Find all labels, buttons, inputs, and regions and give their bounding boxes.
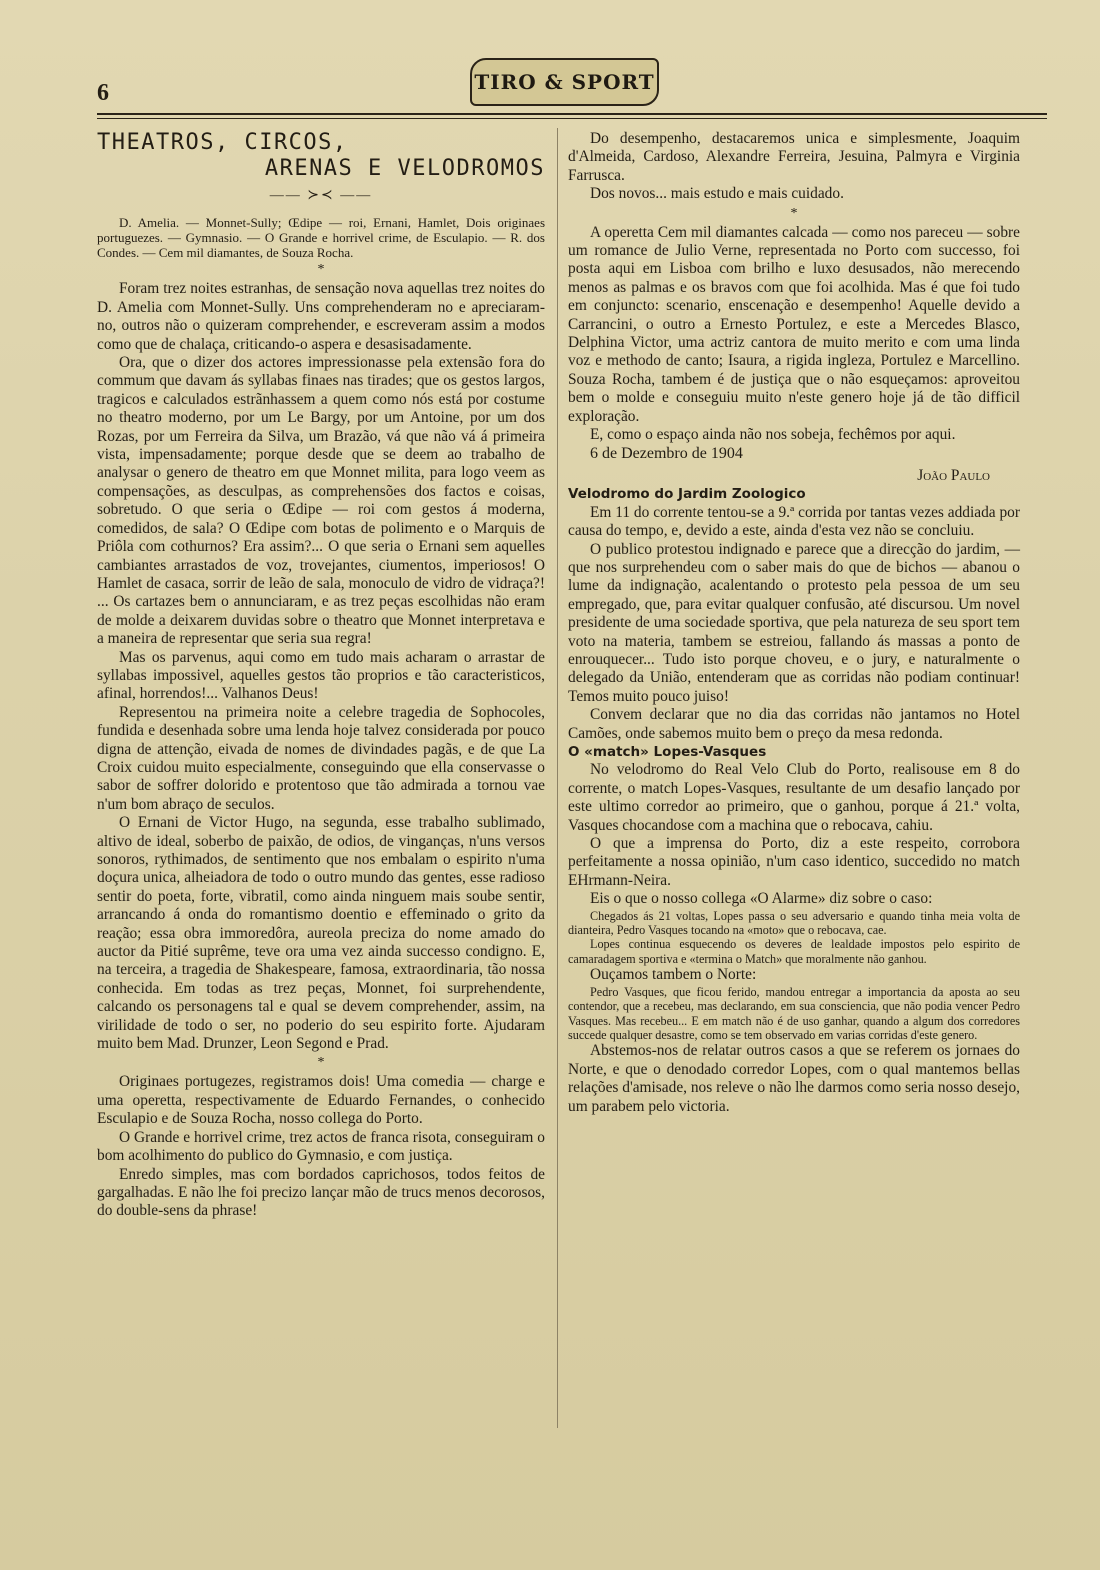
ornament-divider: —— ≻≺ —— [269,188,373,203]
paragraph: O publico protestou indignado e parece que a direcção do jardim, — que nos surprehendeu com o saber mais do que de bichos — abanou o lume da indignação, acalentando o protesto pela pessoa de um seu empregado, que, para evitar qualquer confusão, até discursou. Um novel presidente de uma sociedade sportiva, que pela natureza de seu sport tem voto na materia, tambem se estreiou, fallando ás massas a ponto de enrouquecer... Tudo isto porque choveu, e o jury, e naturalmente o delegado da União, entenderam que as corridas não podiam continuar! Temos muito pouco juiso! [568,540,1020,705]
column-divider [557,128,558,1428]
star-separator: * [790,205,798,221]
paragraph: A operetta Cem mil diamantes calcada — como nos pareceu — sobre um romance de Julio Verne, representada no Porto com successo, foi posta aqui em Lisboa com brilho e luxo desusados, não merecendo menos as palmas e os bravos com que foi acolhida. Mas é que foi tudo em conjuncto: scenario, enscenação e desempenho! Aquelle devido a Carrancini, o outro a Ernesto Portulez, e este a Mercedes Blasco, Delphina Victor, uma actriz cantora de muito merito e com uma linda voz e methodo de canto; Isaura, a rigida ingleza, Portulez e Marcellino. Souza Rocha, tambem é de justiça que o não esqueçamos: aproveitou bem o molde e conseguiu muito n'este genero hoje já de tão difficil exploração. [568,223,1020,425]
summary-line: D. Amelia. — Monnet-Sully; Œdipe — roi, Ernani, Hamlet, Dois originaes portuguezes. — Gymnasio. — O Grande e horrivel crime, de Esculapio. — R. dos Condes. — Cem mil diamantes, de Souza Rocha. [97,215,545,261]
dateline: 6 de Dezembro de 1904 [590,444,743,462]
paragraph: O Grande e horrivel crime, trez actos de franca risota, conseguiram o bom acolhimento do publico do Gymnasio, e com justiça. [97,1128,545,1165]
paragraph: Ora, que o dizer dos actores impressionasse pela extensão fora do commum que davam ás syllabas finaes nas tirades; que os gestos largos, tragicos e calculados estrãnhassem a quem como nós está por costume no theatro moderno, por um Le Bargy, por um Antoine, por um dos Rozas, por um Ferreira da Silva, um Brazão, vá que não vá á primeira vista, impensadamente; porque desde que se deem ao trabalho de analysar o genero de theatro em que Monnet milita, para logo veem as compensações, as desculpas, as comprehensões dos factos e coisas, sobretudo. O que seria o Œdipe — roi com gestos á moderna, comedidos, de sala? O Œdipe com botas de polimento e o Marquis de Priôla com cothurnos? Era assim?... O que seria o Ernani sem aquelles cambiantes arrastados de voz, trovejantes, ciumentos, imperiosos! O Hamlet de casaca, sorrir de leão de sala, monoculo de vidro de vidraça?! ... Os cartazes bem o annunciaram, e as trez peças escolhidas não eram de molde a deixarem duvidas sobre o theatro que Monnet interpretava e a maneira de representar que seria sua regra! [97,354,545,648]
paragraph: Dos novos... mais estudo e mais cuidado. [590,185,844,203]
subsection-heading: O «match» Lopes-Vasques [568,744,767,760]
quoted-text: Pedro Vasques, que ficou ferido, mandou entregar a importancia da aposta ao seu contendor, que a recebeu, mas declarando, em sua consciencia, que não podia vencer Pedro Vasques. Mas recebeu... E em match não é de uso ganhar, quando a algum dos corredores succede qualquer desastre, como se tem observado em varias corridas d'este genero. [568,984,1020,1042]
paragraph: Mas os parvenus, aqui como em tudo mais acharam o arrastar de syllabas impossivel, aquelles gestos tão proprios e tão caracteristicos, afinal, horrendos!... Valhanos Deus! [97,648,545,703]
star-separator: * [317,1055,325,1071]
paragraph: Enredo simples, mas com bordados caprichosos, todos feitos de gargalhadas. E não lhe foi precizo lançar mão de trucs menos decorosos, do double-sens da phrase! [97,1165,545,1220]
right-column [568,130,1020,1116]
paragraph: Convem declarar que no dia das corridas não jantamos no Hotel Camões, onde sabemos muito bem o preço da mesa redonda. [568,706,1020,742]
header-rule-thin [97,118,1047,119]
section-heading-line2: ARENAS E VELODROMOS [264,156,545,181]
page-number: 6 [97,80,109,106]
paragraph: Abstemos-nos de relatar outros casos a que se referem os jornaes do Norte, e que o denodado corredor Lopes, com o qual mantemos bellas relações d'amisade, nos releve o não lhe darmos como seria nosso desejo, um parabem pelo victoria. [568,1042,1020,1115]
paragraph: O Ernani de Victor Hugo, na segunda, esse trabalho sublimado, altivo de ideal, soberbo de paixão, de odios, de vinganças, n'uns versos sonoros, rythimados, de sentimento que nos embalam o espirito n'uma doçura unica, alheiadora de todo o outro mundo das gentes, esse radioso sentir do poeta, forte, vibratil, como ainda ninguem mais soube sentir, arrancando á onda do romantismo doentio e effeminado o grito da reação; essa obra immoredôra, aureola preciza do nome amado do auctor da Pitié suprême, teve ora uma vez ainda successo condigno. E, na terceira, a tragedia de Shakespeare, famosa, extraordinaria, tão nossa conhecida. Em todas as trez peças, Monnet, foi surprehendente, calcando os personagens tal e qual se devem comprehender, assim, na virilidade de todo o ser, no poderio do seu espirito forte. Ajudaram muito bem Mad. Drunzer, Leon Segond e Prad. [97,814,545,1053]
paragraph: O que a imprensa do Porto, diz a este respeito, corrobora perfeitamente a nossa opinião, n'um caso identico, succedido no match EHrmann-Neira. [568,835,1020,889]
quoted-text: Chegados ás 21 voltas, Lopes passa o seu adversario e quando tinha meia volta de dianteira, Pedro Vasques tocando na «moto» que o rebocava, cae. [568,908,1020,938]
paragraph: Eis o que o nosso collega «O Alarme» diz sobre o caso: [590,890,933,908]
header-rule [97,113,1047,115]
paragraph: E, como o espaço ainda não nos sobeja, fechêmos por aqui. [590,426,956,444]
quoted-text: Lopes continua esquecendo os deveres de lealdade impostos pelo espirito de camaradagem sportiva e «termina o Match» que moralmente não ganhou. [568,937,1020,966]
section-heading-line1: THEATROS, CIRCOS, [97,130,348,155]
paragraph: Do desempenho, destacaremos unica e simplesmente, Joaquim d'Almeida, Cardoso, Alexandre Ferreira, Jesuina, Palmyra e Virginia Farrusca. [568,130,1020,184]
paragraph: Originaes portugezes, registramos dois! Uma comedia — charge e uma operetta, respectivamente de Eduardo Fernandes, o conhecido Esculapio e de Souza Rocha, nosso collega do Porto. [97,1073,545,1128]
paragraph: No velodromo do Real Velo Club do Porto, realisouse em 8 do corrente, o match Lopes-Vasques, resultante de um desafio lançado por este ultimo corredor ao primeiro, que o ganhou, porque á 21.ª volta, Vasques chocandose com a machina que o rebocava, cahiu. [568,761,1020,834]
paragraph: Ouçamos tambem o Norte: [590,966,757,984]
paragraph: Representou na primeira noite a celebre tragedia de Sophocoles, fundida e desenhada sobre uma lenda hoje talvez considerada por pouco digna de attenção, eivada de nomes de divindades pagãs, e de que La Croix cuidou muito especialmente, conseguindo que ella conservasse o sabor de soffrer dolorido e protentoso que tão admirada a tornou vae n'um bom abraço de seculos. [97,703,545,813]
author-signature: João Paulo [917,466,990,484]
paragraph: Em 11 do corrente tentou-se a 9.ª corrida por tantas vezes addiada por causa do tempo, e, devido a este, ainda d'esta vez não se concluiu. [568,503,1020,540]
subsection-heading: Velodromo do Jardim Zoologico [568,486,806,503]
paragraph: Foram trez noites estranhas, de sensação nova aquellas trez noites do D. Amelia com Monnet-Sully. Uns comprehenderam no e apreciaram-no, outros não o quizeram comprehender, e escreveram assim a modos como que de chalaça, criticando-o aspera e desasisadamente. [97,280,545,353]
masthead-logo: TIRO & SPORT [470,58,659,106]
star-separator: * [317,262,325,278]
left-column [97,130,545,1221]
